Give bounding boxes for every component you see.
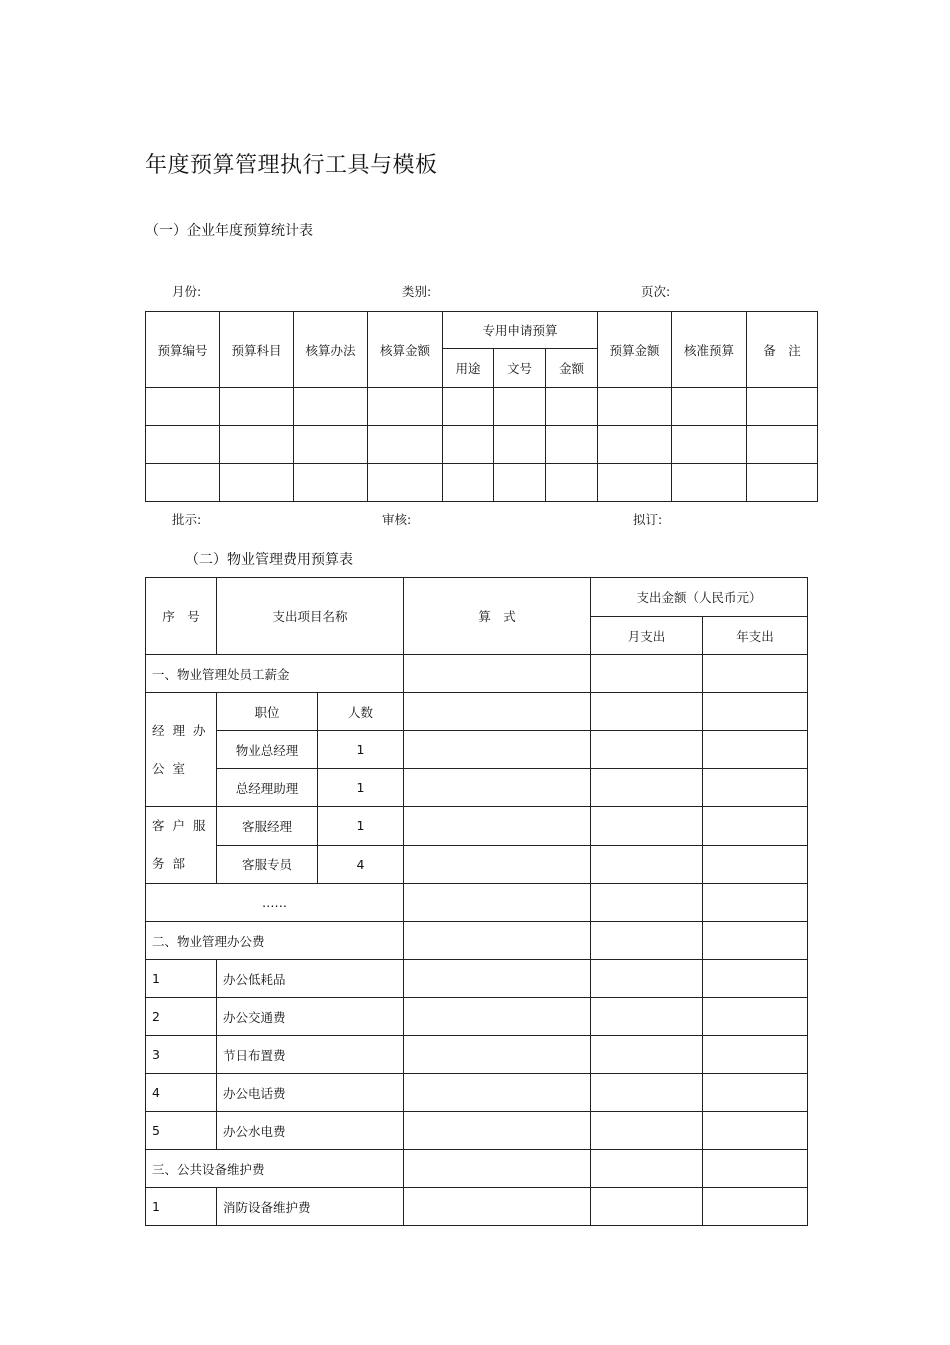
headcount-cell: 4: [318, 845, 404, 884]
header-item-name: 支出项目名称: [217, 578, 404, 655]
review-label: 审核:: [382, 512, 412, 527]
seq-cell: 1: [146, 960, 217, 998]
header-budget-code: 预算编号: [146, 312, 220, 388]
header-use: 用途: [443, 349, 494, 388]
position-cell: 客服经理: [217, 807, 318, 846]
item-cell: 办公电话费: [217, 1074, 404, 1112]
seq-cell: 2: [146, 998, 217, 1036]
header-budget-subject: 预算科目: [220, 312, 294, 388]
table-row: [146, 1074, 808, 1112]
table-row: [146, 426, 818, 464]
header-yearly: 年支出: [703, 617, 808, 655]
budget-statistics-table: [145, 311, 818, 502]
category-label: 类别:: [402, 284, 432, 299]
header-doc-number: 文号: [494, 349, 546, 388]
property-budget-table: [145, 577, 808, 1226]
header-headcount: 人数: [318, 693, 404, 731]
position-cell: 客服专员: [217, 845, 318, 884]
seq-cell: 3: [146, 1036, 217, 1074]
dept-manager-office-line2: 公室: [152, 760, 194, 776]
section2-heading: （二）物业管理费用预算表: [185, 552, 353, 568]
item-cell: 办公交通费: [217, 998, 404, 1036]
dept-manager-office: [146, 693, 217, 807]
item-cell: 消防设备维护费: [217, 1188, 404, 1226]
header-remarks: 备 注: [747, 312, 818, 388]
position-cell: 物业总经理: [217, 731, 318, 769]
header-accounting-method: 核算办法: [294, 312, 368, 388]
header-seq: 序 号: [146, 578, 217, 655]
section1-heading: （一）企业年度预算统计表: [145, 223, 313, 239]
category-office: 二、物业管理办公费: [146, 922, 404, 960]
table-row: [146, 807, 808, 846]
item-cell: 办公水电费: [217, 1112, 404, 1150]
seq-cell: 5: [146, 1112, 217, 1150]
ellipsis-row: ……: [146, 884, 404, 922]
category-salary: 一、物业管理处员工薪金: [146, 655, 404, 693]
dept-customer-service-line2: 务部: [152, 856, 194, 871]
table-row: [146, 845, 808, 884]
seq-cell: 1: [146, 1188, 217, 1226]
seq-cell: 4: [146, 1074, 217, 1112]
table-row: [146, 1036, 808, 1074]
header-special-amount: 金额: [546, 349, 598, 388]
dept-customer-service: [146, 807, 217, 884]
header-expense: 支出金额（人民币元）: [591, 578, 808, 617]
header-special-budget: 专用申请预算: [443, 312, 598, 349]
position-cell: 总经理助理: [217, 769, 318, 807]
table-row: [146, 769, 808, 807]
header-accounting-amount: 核算金额: [368, 312, 443, 388]
item-cell: 办公低耗品: [217, 960, 404, 998]
headcount-cell: 1: [318, 807, 404, 846]
headcount-cell: 1: [318, 769, 404, 807]
header-position: 职位: [217, 693, 318, 731]
table-row: [146, 960, 808, 998]
page-label: 页次:: [641, 284, 671, 299]
dept-customer-service-line1: 客户服: [152, 818, 214, 833]
table-row: [146, 388, 818, 426]
table-row: [146, 998, 808, 1036]
header-formula: 算 式: [404, 578, 591, 655]
headcount-cell: 1: [318, 731, 404, 769]
table-row: [146, 731, 808, 769]
category-maintenance: 三、公共设备维护费: [146, 1150, 404, 1188]
month-label: 月份:: [172, 284, 202, 299]
table-row: [146, 1188, 808, 1226]
table-row: [146, 464, 818, 502]
draft-label: 拟订:: [633, 512, 663, 527]
header-monthly: 月支出: [591, 617, 703, 655]
header-approved-budget: 核准预算: [672, 312, 747, 388]
instruction-label: 批示:: [172, 512, 202, 527]
header-budget-amount: 预算金额: [598, 312, 672, 388]
dept-manager-office-line1: 经理办: [152, 722, 214, 738]
table-row: [146, 1112, 808, 1150]
item-cell: 节日布置费: [217, 1036, 404, 1074]
page-title: 年度预算管理执行工具与模板: [145, 153, 438, 178]
